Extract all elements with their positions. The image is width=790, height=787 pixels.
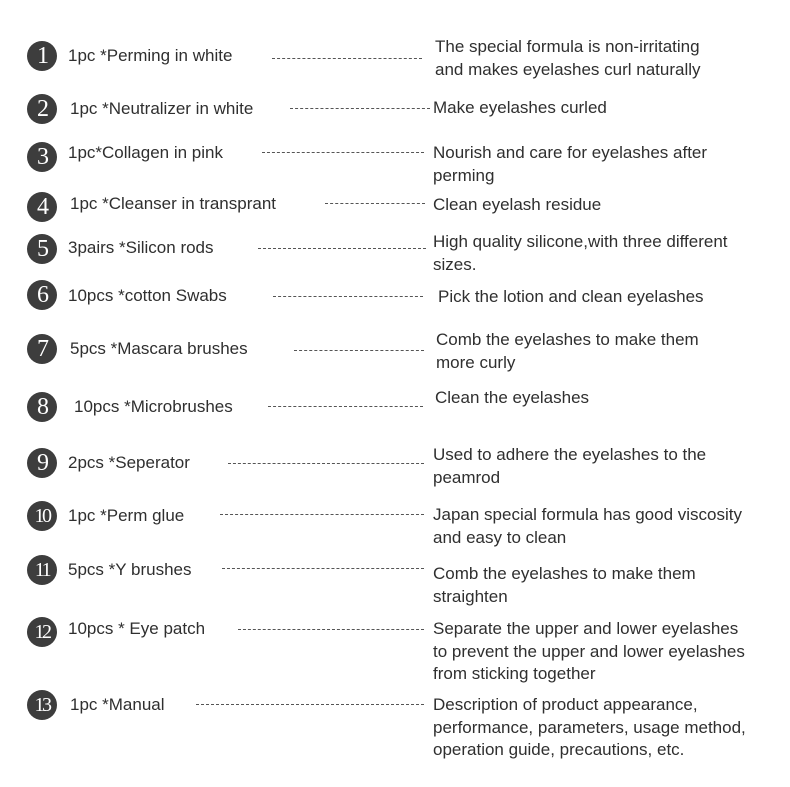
item-description xyxy=(433,231,783,276)
number-badge: 13 xyxy=(27,690,57,720)
description-line: Used to adhere the eyelashes to the xyxy=(433,445,707,464)
number-badge: 3 xyxy=(27,142,57,172)
description-line: Clean eyelash residue xyxy=(433,195,602,214)
description-line: Comb the eyelashes to make them xyxy=(433,564,696,583)
description-line: and easy to clean xyxy=(433,527,567,547)
dashed-connector xyxy=(290,108,430,109)
number-badge: 6 xyxy=(27,280,57,310)
description-line: operation guide, precautions, etc. xyxy=(433,740,685,759)
item-description xyxy=(438,286,788,309)
number-badge: 8 xyxy=(27,392,57,422)
description-line: Make eyelashes curled xyxy=(433,98,607,117)
number-badge: 10 xyxy=(27,501,57,531)
description-line: performance, parameters, usage method, xyxy=(433,717,746,737)
description-line: and makes eyelashes curl naturally xyxy=(435,59,701,79)
description-line: Description of product appearance, xyxy=(433,695,698,714)
dashed-connector xyxy=(294,350,424,351)
description-line: straighten xyxy=(433,586,508,606)
item-description xyxy=(435,387,785,410)
item-name: 1pc *Cleanser in transprant xyxy=(70,194,277,213)
number-badge: 11 xyxy=(27,555,57,585)
item-description xyxy=(433,563,783,608)
description-line: Pick the lotion and clean eyelashes xyxy=(438,287,704,306)
number-badge: 12 xyxy=(27,617,57,647)
dashed-connector xyxy=(220,514,424,515)
item-description xyxy=(433,694,783,762)
item-name: 1pc *Manual xyxy=(70,695,165,714)
dashed-connector xyxy=(268,406,423,407)
item-description xyxy=(435,36,785,81)
item-name: 5pcs *Y brushes xyxy=(68,560,192,579)
dashed-connector xyxy=(258,248,426,249)
dashed-connector xyxy=(196,704,424,705)
description-line: perming xyxy=(433,165,495,185)
description-line: Japan special formula has good viscosity xyxy=(433,505,742,524)
item-description xyxy=(433,194,783,217)
item-description xyxy=(433,444,783,489)
number-badge: 1 xyxy=(27,41,57,71)
number-badge: 5 xyxy=(27,234,57,264)
description-line: more curly xyxy=(436,352,516,372)
description-line: to prevent the upper and lower eyelashes xyxy=(433,641,745,661)
dashed-connector xyxy=(222,568,424,569)
item-description xyxy=(436,329,786,374)
description-line: from sticking together xyxy=(433,664,596,683)
dashed-connector xyxy=(262,152,424,153)
dashed-connector xyxy=(228,463,424,464)
item-name: 10pcs *Microbrushes xyxy=(74,397,233,416)
item-name: 10pcs *cotton Swabs xyxy=(68,286,227,305)
item-name: 3pairs *Silicon rods xyxy=(68,238,214,257)
item-name: 1pc*Collagen in pink xyxy=(68,143,223,162)
number-badge: 7 xyxy=(27,334,57,364)
number-badge: 4 xyxy=(27,192,57,222)
description-line: High quality silicone,with three different xyxy=(433,232,728,251)
description-line: The special formula is non-irritating xyxy=(435,37,700,56)
dashed-connector xyxy=(238,629,424,630)
description-line: Clean the eyelashes xyxy=(435,388,590,407)
dashed-connector xyxy=(272,58,422,59)
number-badge: 9 xyxy=(27,448,57,478)
description-line: Separate the upper and lower eyelashes xyxy=(433,619,739,638)
item-name: 2pcs *Seperator xyxy=(68,453,190,472)
item-description xyxy=(433,504,783,549)
description-line: Nourish and care for eyelashes after xyxy=(433,143,708,162)
description-line: sizes. xyxy=(433,254,477,274)
item-name: 1pc *Perm glue xyxy=(68,506,185,525)
dashed-connector xyxy=(325,203,425,204)
item-name: 1pc *Perming in white xyxy=(68,46,233,65)
item-description xyxy=(433,142,783,187)
description-line: Comb the eyelashes to make them xyxy=(436,330,699,349)
item-description xyxy=(433,97,783,120)
item-description xyxy=(433,618,783,686)
number-badge: 2 xyxy=(27,94,57,124)
item-name: 1pc *Neutralizer in white xyxy=(70,99,254,118)
item-name: 10pcs * Eye patch xyxy=(68,619,206,638)
dashed-connector xyxy=(273,296,423,297)
description-line: peamrod xyxy=(433,467,501,487)
item-name: 5pcs *Mascara brushes xyxy=(70,339,248,358)
